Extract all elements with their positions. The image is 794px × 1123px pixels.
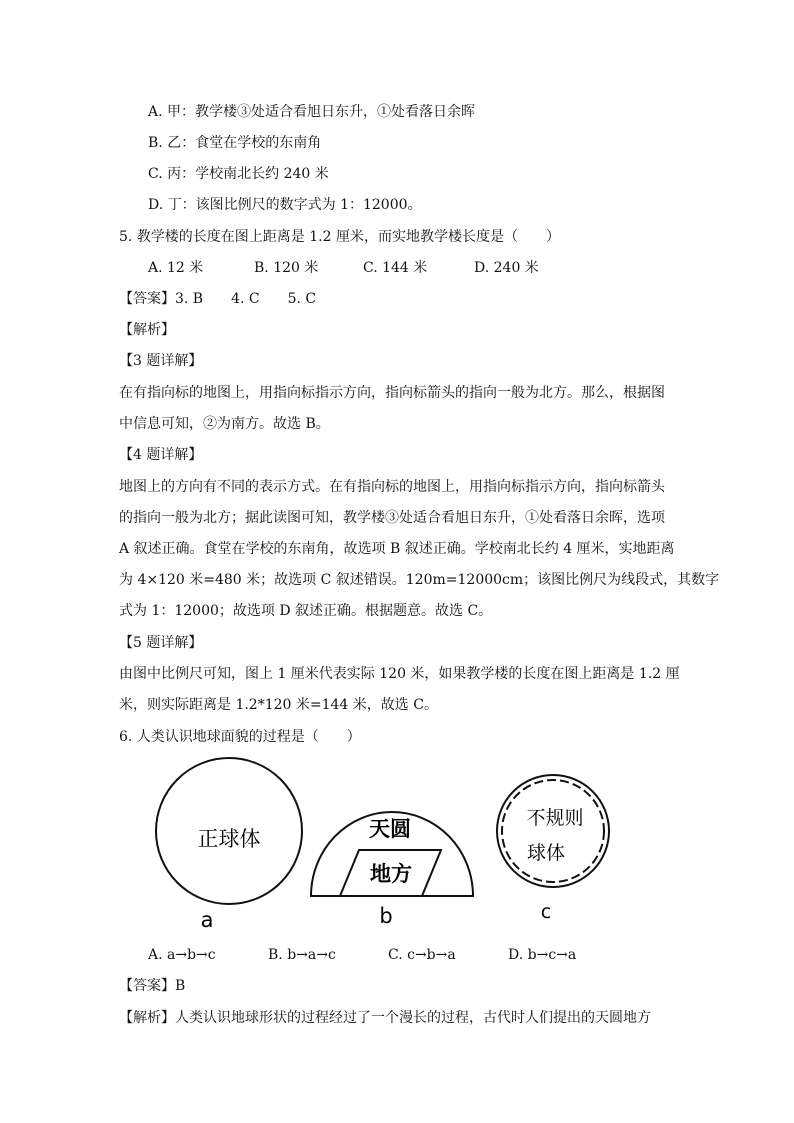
figure-a-label: a [200,908,214,932]
q4-detail-line: 为 4×120 米=480 米；故选项 C 叙述错误。120m=12000cm；该图比例尺为线段式，其数字 [119,572,720,588]
q6-stem: 6. 人类认识地球面貌的过程是（ ） [119,729,361,745]
figure-b-top-text: 天圆 [369,817,411,841]
q4-option-c: C. 丙：学校南北长约 240 米 [148,166,329,182]
figure-c-label: c [540,901,552,923]
answer-line: 【答案】3. B 4. C 5. C [119,291,317,307]
q4-detail-line: 式为 1：12000；故选项 D 叙述正确。根据题意。故选 C。 [119,603,493,619]
q6-answer: 【答案】B [119,978,186,994]
analysis-label: 【解析】 [119,322,175,338]
figure-c [497,775,609,923]
q4-option-a: A. 甲：教学楼③处适合看旭日东升，①处看落日余晖 [148,104,476,120]
q3-detail-line: 中信息可知，②为南方。故选 B。 [119,416,330,432]
q4-option-b: B. 乙：食堂在学校的东南角 [148,135,322,151]
q5-detail-line: 米，则实际距离是 1.2*120 米=144 米，故选 C。 [119,697,438,713]
q5-detail-line: 由图中比例尺可知，图上 1 厘米代表实际 120 米，如果教学楼的长度在图上距离是 1.2 厘 [119,666,680,682]
q5-option-c: C. 144 米 [363,260,428,276]
q4-option-d: D. 丁：该图比例尺的数字式为 1：12000。 [148,197,422,213]
figure-a [156,758,302,932]
q3-detail-label: 【3 题详解】 [119,353,203,369]
q4-detail-line: 地图上的方向有不同的表示方式。在有指向标的地图上，用指向标指示方向，指向标箭头 [119,479,665,495]
figure-a-text: 正球体 [197,827,261,851]
q6-analysis: 【解析】人类认识地球形状的过程经过了一个漫长的过程，古代时人们提出的天圆地方 [119,1010,651,1026]
irregular-sphere-outer [497,775,609,887]
q5-option-b: B. 120 米 [254,260,319,276]
q6-option-a: A. a→b→c [148,947,216,963]
q6-option-c: C. c→b→a [388,947,456,963]
q6-option-b: B. b→a→c [268,947,336,963]
irregular-sphere-dashed [502,780,604,882]
q3-detail-line: 在有指向标的地图上，用指向标指示方向，指向标箭头的指向一般为北方。那么，根据图 [119,385,665,401]
figure-c-line1: 不规则 [526,807,584,829]
q5-detail-label: 【5 题详解】 [119,635,203,651]
q4-detail-line: 的指向一般为北方；据此读图可知，教学楼③处适合看旭日东升，①处看落日余晖，选项 [119,510,665,526]
figure-b-label: b [379,904,393,928]
earth-shape-figure [0,752,794,962]
q5-option-d: D. 240 米 [474,260,539,276]
figure-b-bottom-text: 地方 [370,862,412,886]
q4-detail-label: 【4 题详解】 [119,447,203,463]
figure-b [311,812,473,928]
figure-c-line2: 球体 [526,842,566,864]
q5-stem: 5. 教学楼的长度在图上距离是 1.2 厘米，而实地教学楼长度是（ ） [119,229,560,245]
q4-detail-line: A 叙述正确。食堂在学校的东南角，故选项 B 叙述正确。学校南北长约 4 厘米，实地距离 [119,541,675,557]
q5-option-a: A. 12 米 [148,260,204,276]
q6-option-d: D. b→c→a [508,947,577,963]
